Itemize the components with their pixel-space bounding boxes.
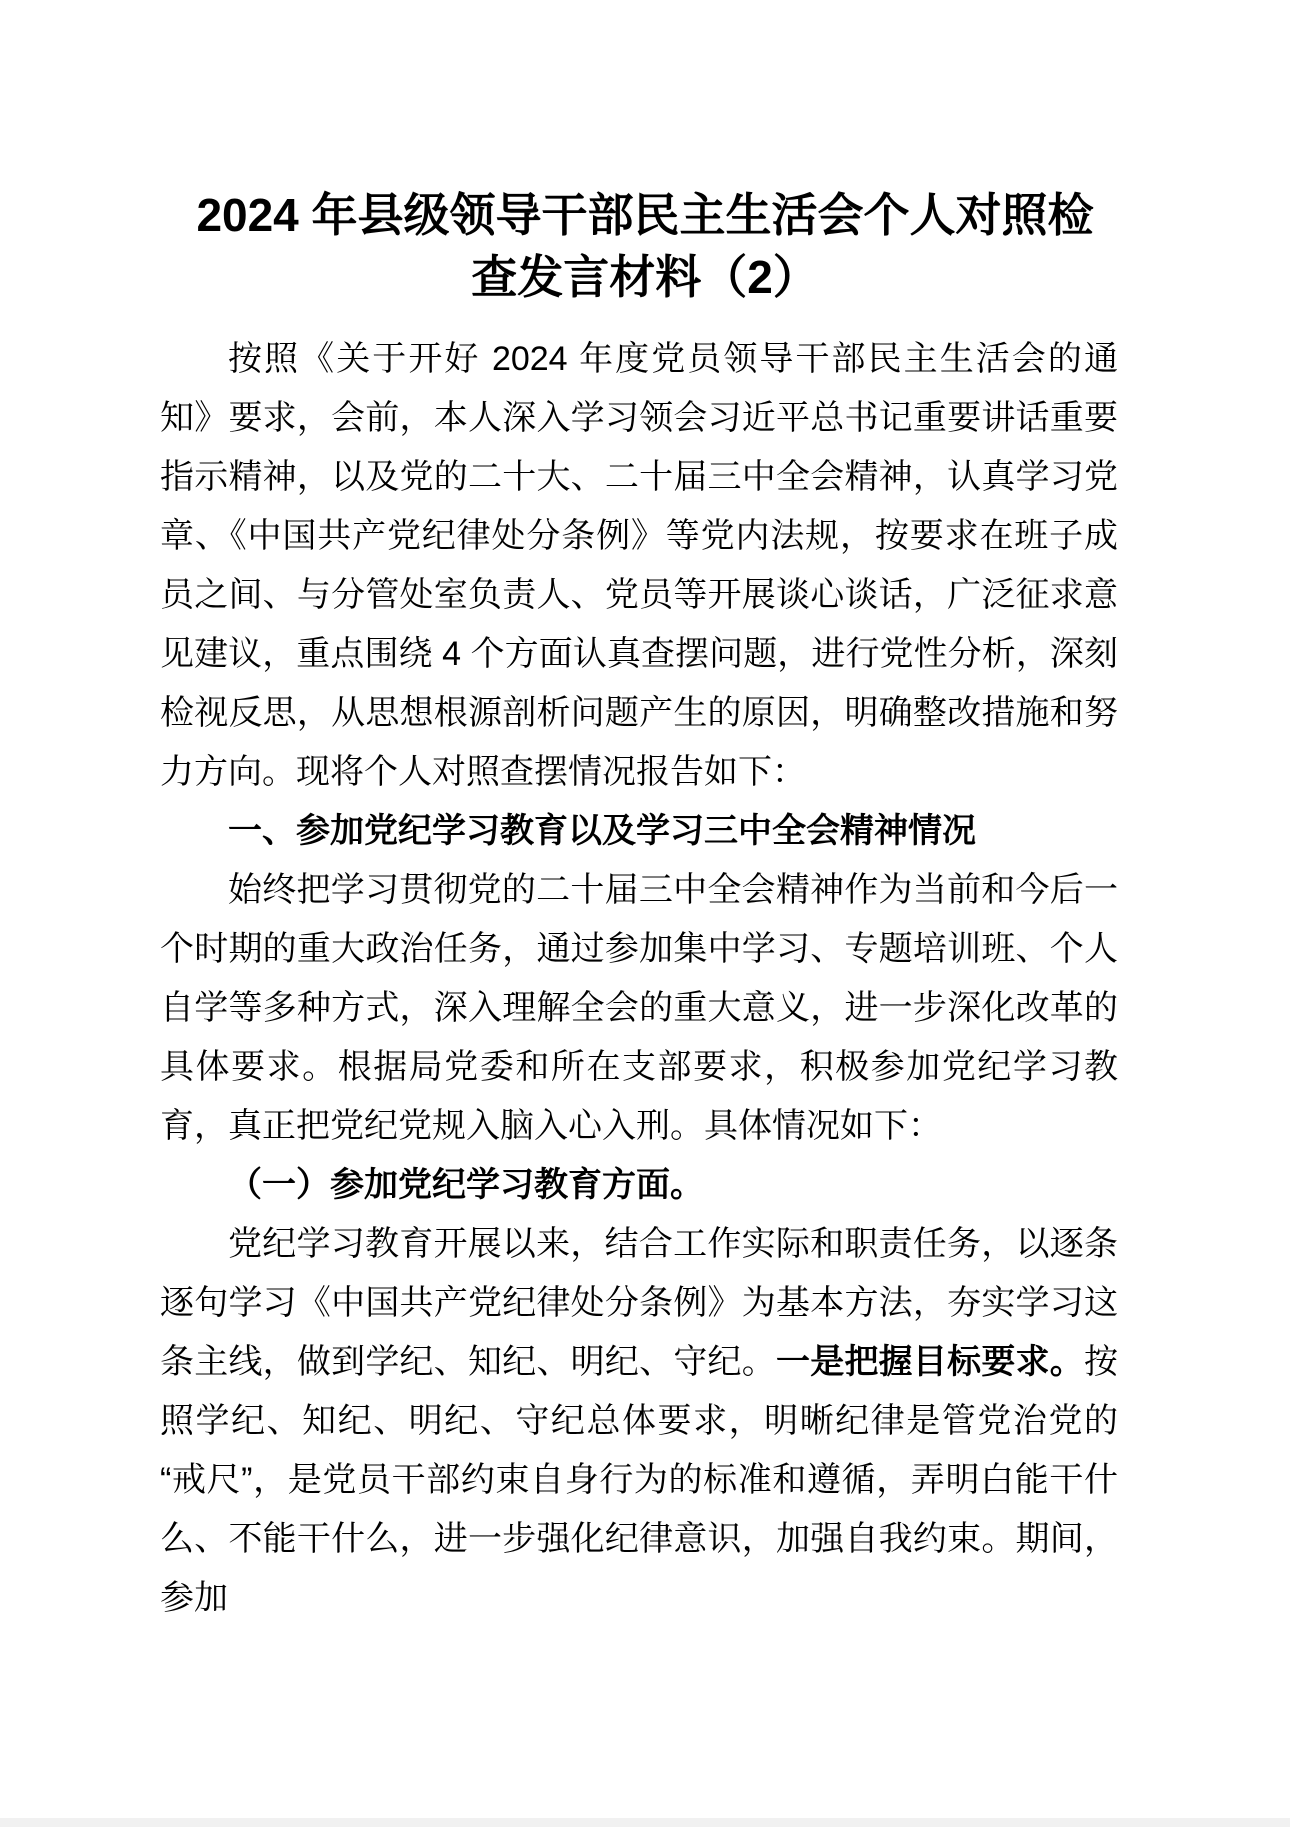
section-heading <box>160 1156 1118 1215</box>
bold-text-segment: （一）参加党纪学习教育方面。 <box>228 1166 704 1204</box>
text-segment: 按照《关于开好 2024 年度党员领导干部民主生活会的通知》要求，会前，本人深入学习领会习近平总书记重要讲话重要指示精神，以及党的二十大、二十届三中全会精神，认真学习党章、《中国共产党纪律处分条例》等党内法规，按要求在班子成员之间、与分管处室负责人、党员等开展谈心谈话，广泛征求意见建议，重点围绕 4 个方面认真查摆问题，进行党性分析，深刻检视反思，从思想根源剖析问题产生的原因，明确整改措施和努力方向。现将个人对照查摆情况报告如下： <box>160 340 1118 791</box>
document-body <box>160 330 1118 1628</box>
text-segment: 始终把学习贯彻党的二十届三中全会精神作为当前和今后一个时期的重大政治任务，通过参加集中学习、专题培训班、个人自学等多种方式，深入理解全会的重大意义，进一步深化改革的具体要求。根据局党委和所在支部要求，积极参加党纪学习教育，真正把党纪党规入脑入心入刑。具体情况如下： <box>160 871 1118 1145</box>
bold-text-segment: 一是把握目标要求。 <box>776 1343 1084 1381</box>
body-paragraph <box>160 330 1118 802</box>
text-segment: 党纪学习教育开展以来，结合工作实际和职责任务，以逐条逐句学习《中国共产党纪律处分条例》为基本方法，夯实学习这条主线，做到学纪、知纪、明纪、守纪。 <box>160 1225 1118 1381</box>
section-heading <box>160 802 1118 861</box>
body-paragraph <box>160 861 1118 1156</box>
document-title: 2024 年县级领导干部民主生活会个人对照检查发言材料（2） <box>196 189 1094 303</box>
page-break-separator <box>0 1818 1290 1827</box>
body-paragraph <box>160 1215 1118 1628</box>
text-segment: 按照学纪、知纪、明纪、守纪总体要求，明晰纪律是管党治党的“戒尺”，是党员干部约束自身行为的标准和遵循，弄明白能干什么、不能干什么，进一步强化纪律意识，加强自我约束。期间，参加 <box>160 1343 1118 1617</box>
bold-text-segment: 一、参加党纪学习教育以及学习三中全会精神情况 <box>228 812 976 850</box>
